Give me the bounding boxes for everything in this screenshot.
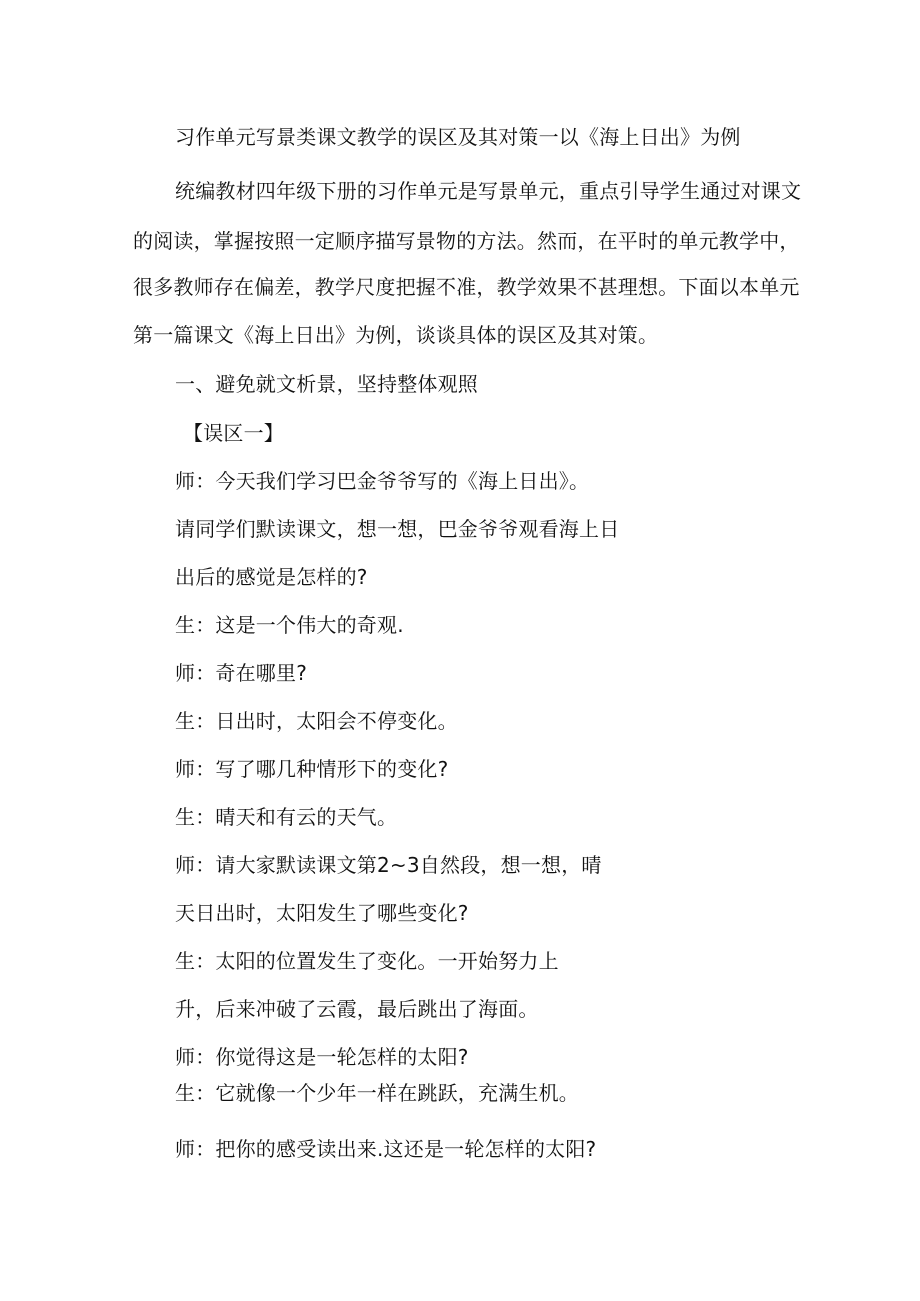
dialogue-line: 生：太阳的位置发生了变化。一开始努力上 [175, 949, 559, 973]
dialogue-line: 天日出时，太阳发生了哪些变化? [175, 901, 469, 925]
dialogue-line: 生：日出时，太阳会不停变化。 [175, 709, 458, 733]
misconception-label: 【误区一】 [183, 421, 284, 445]
document-title: 习作单元写景类课文教学的误区及其对策一以《海上日出》为例 [175, 125, 741, 149]
dialogue-line: 生：这是一个伟大的奇观. [175, 613, 404, 637]
dialogue-line: 请同学们默读课文，想一想，巴金爷爷观看海上日 [175, 517, 620, 541]
section-heading: 一、避免就文析景，坚持整体观照 [175, 372, 478, 396]
dialogue-line: 生：晴天和有云的天气。 [175, 805, 398, 829]
intro-line-1: 统编教材四年级下册的习作单元是写景单元，重点引导学生通过对课文 [175, 179, 802, 203]
dialogue-line: 师：写了哪几种情形下的变化? [175, 757, 449, 781]
dialogue-line: 师：奇在哪里? [175, 661, 308, 685]
dialogue-line: 升，后来冲破了云霞，最后跳出了海面。 [175, 997, 539, 1021]
dialogue-line: 出后的感觉是怎样的? [175, 565, 368, 589]
intro-line-4: 第一篇课文《海上日出》为例，谈谈具体的误区及其对策。 [133, 323, 659, 347]
dialogue-line: 生：它就像一个少年一样在跳跃，充满生机。 [175, 1081, 579, 1105]
intro-line-2: 的阅读，掌握按照一定顺序描写景物的方法。然而，在平时的单元教学中， [133, 229, 800, 253]
dialogue-line: 师：把你的感受读出来.这还是一轮怎样的太阳? [175, 1137, 597, 1161]
dialogue-line: 师：请大家默读课文第2~3自然段，想一想，晴 [175, 853, 602, 877]
intro-line-3: 很多教师存在偏差，教学尺度把握不准，教学效果不甚理想。下面以本单元 [133, 275, 800, 299]
dialogue-line: 师：今天我们学习巴金爷爷写的《海上日出》。 [175, 469, 590, 493]
dialogue-line: 师：你觉得这是一轮怎样的太阳? [175, 1045, 469, 1069]
